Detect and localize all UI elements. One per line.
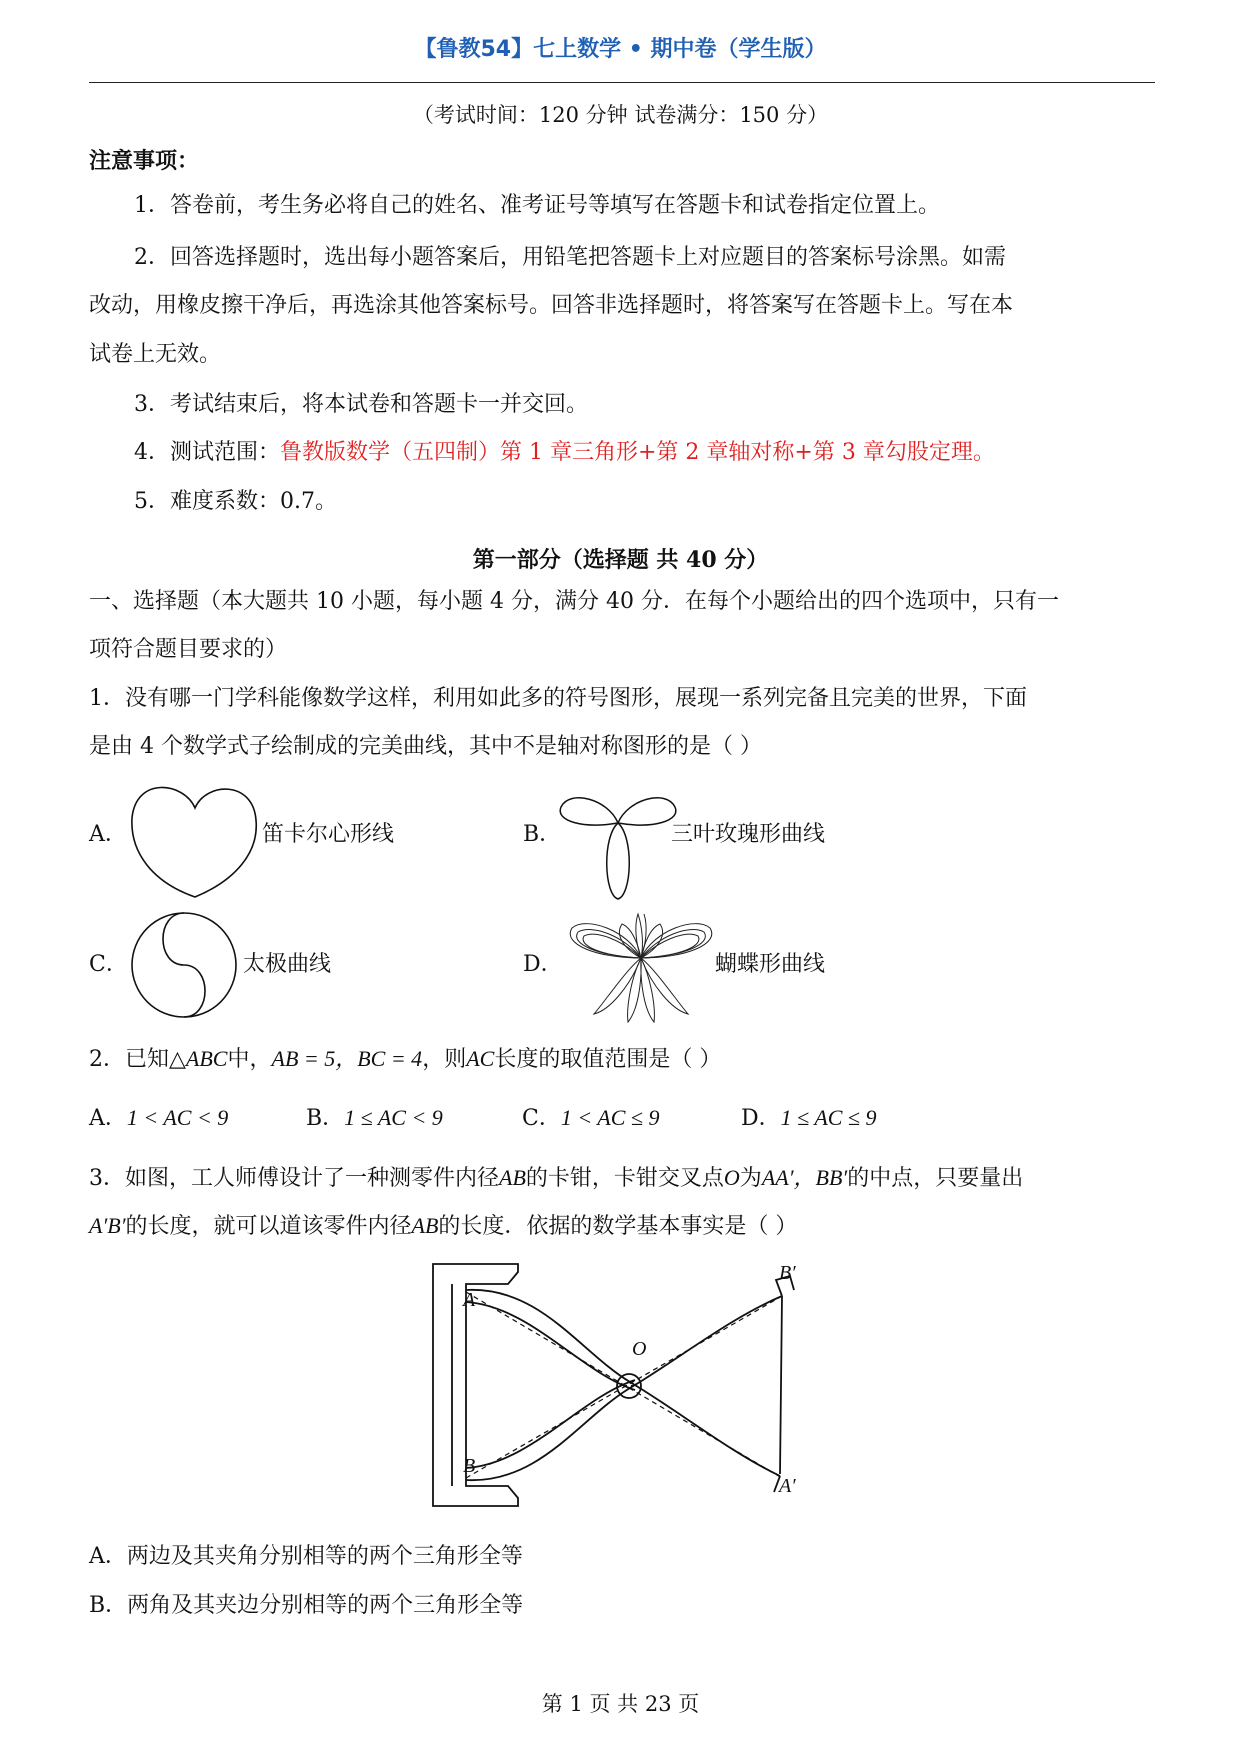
q2-option-d-value: 1 ≤ AC ≤ 9 [780, 1105, 877, 1130]
q1-stem-line1: 1．没有哪一门学科能像数学这样，利用如此多的符号图形，展现一系列完备且完美的世界，下面 [89, 686, 1028, 711]
q3-figure-label-o: O [632, 1338, 647, 1360]
q3-figure-label-b: B [463, 1455, 476, 1477]
q3-ab2: AB [411, 1213, 439, 1238]
caliper-figure [430, 1262, 820, 1510]
q3-aa-bb: AA′，BB′ [761, 1165, 848, 1190]
q3-option-b-text: 两角及其夹边分别相等的两个三角形全等 [127, 1593, 524, 1618]
q2-option-d-label: D． [741, 1106, 781, 1131]
q3-apbp: A′B′ [89, 1213, 126, 1238]
q2-option-a-value: 1 < AC < 9 [126, 1105, 229, 1130]
q2-option-a-label: A． [89, 1106, 127, 1131]
q1-option-a-caption: 笛卡尔心形线 [262, 822, 395, 847]
q3-line1-d: 的中点，只要量出 [847, 1166, 1024, 1191]
notice-item-4-scope: 鲁教版数学（五四制）第 1 章三角形+第 2 章轴对称+第 3 章勾股定理。 [280, 440, 995, 465]
q3-o: O [723, 1165, 740, 1190]
part1-intro-line2: 项符合题目要求的） [89, 637, 288, 662]
q2-mid2: ，则 [422, 1047, 467, 1072]
q2-triangle-abc: ABC [185, 1046, 228, 1071]
taiji-figure [128, 910, 243, 1020]
q3-stem-line2 [89, 1211, 797, 1242]
q1-option-c-label: C． [89, 952, 128, 977]
q2-option-b-label: B． [306, 1106, 345, 1131]
q2-suffix: 长度的取值范围是（ ） [494, 1047, 722, 1072]
q1-option-a-label: A． [89, 822, 127, 847]
notice-item-2-line3: 试卷上无效。 [89, 342, 222, 367]
q3-option-a [89, 1542, 523, 1572]
butterfly-figure [566, 910, 716, 1025]
q1-option-c-caption: 太极曲线 [243, 952, 332, 977]
notice-item-2-line2: 改动，用橡皮擦干净后，再选涂其他答案标号。回答非选择题时，将答案写在答题卡上。写在本 [89, 293, 1014, 318]
q3-option-a-text: 两边及其夹角分别相等的两个三角形全等 [126, 1544, 523, 1569]
q2-stem [89, 1044, 721, 1075]
notice-item-3: 3．考试结束后，将本试卷和答题卡一并交回。 [134, 392, 588, 417]
page-number: 第 1 页 共 23 页 [541, 1692, 700, 1716]
three-leaf-rose-figure [556, 775, 681, 900]
q3-stem-line1 [89, 1163, 1023, 1194]
q1-option-b-label: B． [523, 822, 562, 847]
q3-option-b-label: B． [89, 1593, 128, 1618]
q2-option-b [306, 1103, 443, 1134]
q2-ac: AC [466, 1046, 495, 1071]
q3-figure-label-a: A [463, 1289, 476, 1311]
notice-item-1: 1．答卷前，考生务必将自己的姓名、准考证号等填写在答题卡和试卷指定位置上。 [134, 193, 940, 218]
cardioid-figure [128, 780, 263, 900]
notice-item-5: 5．难度系数：0.7。 [134, 489, 337, 514]
notice-item-2-line1: 2．回答选择题时，选出每小题答案后，用铅笔把答题卡上对应题目的答案标号涂黑。如需 [134, 245, 1007, 270]
q3-line2-b: 的长度．依据的数学基本事实是（ ） [438, 1214, 798, 1239]
q3-ab: AB [499, 1165, 526, 1190]
q2-option-b-value: 1 ≤ AC < 9 [344, 1105, 443, 1130]
q3-line1-b: 的卡钳，卡钳交叉点 [525, 1166, 724, 1191]
q1-option-b-caption: 三叶玫瑰形曲线 [671, 822, 826, 847]
exam-info: （考试时间：120 分钟 试卷满分：150 分） [412, 103, 829, 127]
q3-figure-label-b-prime: B′ [779, 1262, 796, 1284]
q2-option-c [522, 1103, 659, 1134]
q2-prefix: 2．已知△ [89, 1047, 186, 1072]
q2-mid1: 中， [227, 1047, 272, 1072]
q1-stem-line2: 是由 4 个数学式子绘制成的完美曲线，其中不是轴对称图形的是（ ） [89, 734, 762, 759]
q3-figure-label-a-prime: A′ [779, 1475, 796, 1497]
notice-item-4 [134, 438, 995, 468]
q1-option-d-caption: 蝴蝶形曲线 [715, 952, 826, 977]
part1-intro-line1: 一、选择题（本大题共 10 小题，每小题 4 分，满分 40 分．在每个小题给出的四个选项中，只有一 [89, 589, 1059, 614]
q2-option-c-label: C． [522, 1106, 561, 1131]
q2-option-d [741, 1103, 877, 1134]
notice-title: 注意事项： [89, 148, 200, 174]
q3-line1-a: 3．如图，工人师傅设计了一种测零件内径 [89, 1166, 499, 1191]
part1-heading: 第一部分（选择题 共 40 分） [472, 547, 769, 573]
q2-option-a [89, 1103, 228, 1134]
q3-option-a-label: A． [89, 1544, 127, 1569]
page-header-title: 【鲁教54】七上数学 • 期中卷（学生版） [414, 37, 827, 62]
q2-option-c-value: 1 < AC ≤ 9 [560, 1105, 660, 1130]
notice-item-4-prefix: 4．测试范围： [134, 440, 280, 465]
q3-option-b [89, 1591, 523, 1621]
q3-line2-a: 的长度，就可以道该零件内径 [125, 1214, 412, 1239]
q1-option-d-label: D． [523, 952, 563, 977]
q3-line1-c: 为 [739, 1166, 762, 1191]
header-divider [89, 82, 1155, 83]
q2-given-lengths: AB = 5，BC = 4 [271, 1046, 423, 1071]
